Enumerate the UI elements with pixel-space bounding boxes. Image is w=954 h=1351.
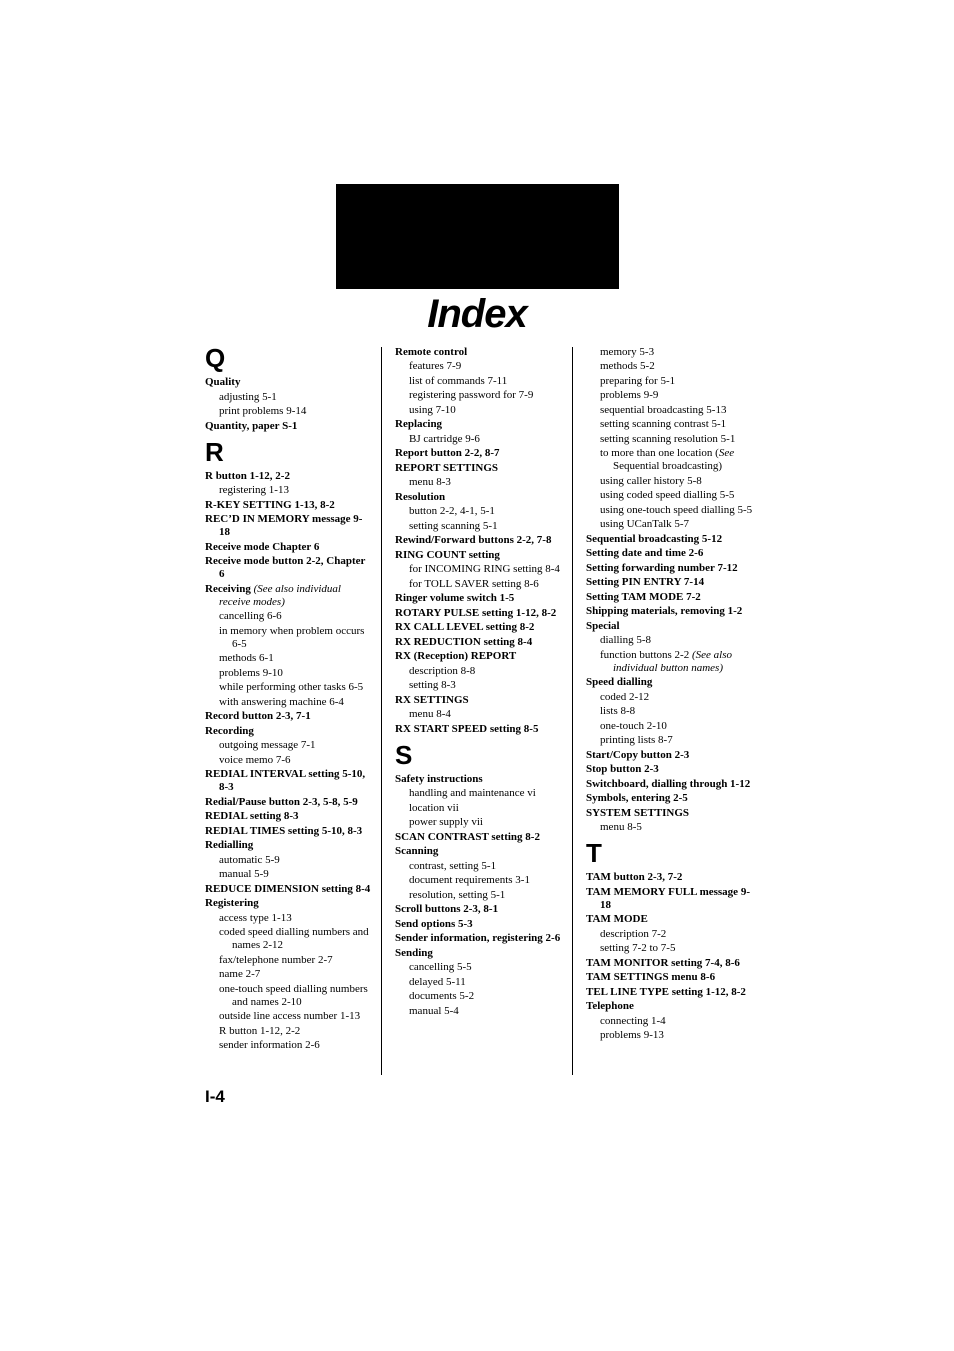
index-subentry bbox=[586, 821, 756, 834]
index-entry bbox=[395, 723, 563, 736]
entry-text: ROTARY PULSE setting 1-12, 8-2 bbox=[395, 606, 557, 619]
entry-text: setting scanning 5-1 bbox=[409, 519, 498, 532]
entry-text: Receiving bbox=[205, 582, 251, 595]
index-entry bbox=[586, 605, 756, 618]
entry-text: lists 8-8 bbox=[600, 705, 636, 717]
entry-italic-note: See bbox=[718, 447, 735, 459]
index-subentry bbox=[395, 860, 563, 873]
entry-text: memory 5-3 bbox=[600, 345, 655, 358]
entry-text: one-touch speed dialling numbers and names 2-10 bbox=[219, 982, 368, 1008]
index-subentry bbox=[395, 816, 563, 829]
entry-text: handling and maintenance vi bbox=[409, 787, 536, 799]
index-entry bbox=[586, 871, 756, 884]
index-subentry bbox=[586, 418, 756, 431]
index-entry bbox=[586, 1000, 756, 1013]
index-entry bbox=[586, 576, 756, 589]
index-subentry bbox=[205, 739, 373, 752]
entry-text: cancelling 5-5 bbox=[409, 961, 472, 973]
entry-text: TAM MONITOR setting 7-4, 8-6 bbox=[586, 956, 740, 969]
entry-text: Start/Copy button 2-3 bbox=[586, 748, 690, 761]
entry-text: registering 1-13 bbox=[219, 484, 289, 496]
entry-text: Send options 5-3 bbox=[395, 917, 473, 930]
index-entry bbox=[586, 792, 756, 805]
index-entry bbox=[205, 768, 373, 794]
entry-text: menu 8-3 bbox=[409, 476, 451, 488]
index-column-2 bbox=[395, 344, 563, 1019]
entry-text: Switchboard, dialling through 1-12 bbox=[586, 777, 751, 790]
index-entry bbox=[205, 541, 373, 554]
index-entry bbox=[586, 807, 756, 820]
index-entry bbox=[586, 591, 756, 604]
index-subentry bbox=[395, 360, 563, 373]
entry-text: sequential broadcasting 5-13 bbox=[600, 403, 727, 416]
index-subentry bbox=[586, 928, 756, 941]
entry-text: Speed dialling bbox=[586, 676, 653, 688]
entry-text: R bbox=[205, 436, 224, 467]
section-letter bbox=[395, 741, 563, 769]
index-entry bbox=[205, 499, 373, 512]
section-letter bbox=[205, 344, 373, 372]
entry-text: SCAN CONTRAST setting 8-2 bbox=[395, 830, 540, 843]
entry-text: access type 1-13 bbox=[219, 911, 292, 924]
index-subentry bbox=[205, 681, 373, 694]
index-entry bbox=[395, 346, 563, 359]
entry-text: R button 1-12, 2-2 bbox=[205, 469, 290, 482]
index-subentry bbox=[395, 389, 563, 402]
entry-text: Safety instructions bbox=[395, 772, 483, 785]
index-subentry bbox=[586, 489, 756, 502]
entry-text: RX START SPEED setting 8-5 bbox=[395, 722, 539, 735]
index-entry bbox=[395, 534, 563, 547]
index-entry bbox=[395, 592, 563, 605]
index-entry bbox=[395, 636, 563, 649]
index-subentry bbox=[395, 679, 563, 692]
index-subentry bbox=[205, 954, 373, 967]
index-entry bbox=[205, 376, 373, 389]
entry-text: menu 8-5 bbox=[600, 821, 642, 833]
entry-text: REC’D IN MEMORY message 9-18 bbox=[205, 513, 363, 538]
index-entry bbox=[586, 913, 756, 926]
entry-text: REDIAL setting 8-3 bbox=[205, 810, 299, 822]
index-entry bbox=[205, 796, 373, 809]
entry-text: Receive mode button 2-2, Chapter 6 bbox=[205, 555, 366, 580]
index-subentry bbox=[395, 563, 563, 576]
header-black-box bbox=[336, 184, 619, 289]
entry-text: outside line access number 1-13 bbox=[219, 1010, 361, 1022]
entry-text: for TOLL SAVER setting 8-6 bbox=[409, 577, 539, 590]
entry-text: with answering machine 6-4 bbox=[219, 695, 344, 708]
entry-text: Resolution bbox=[395, 490, 446, 503]
entry-text: TAM SETTINGS menu 8-6 bbox=[586, 971, 716, 983]
index-subentry bbox=[586, 475, 756, 488]
index-entry bbox=[586, 620, 756, 633]
index-subentry bbox=[205, 625, 373, 651]
index-subentry bbox=[586, 447, 756, 473]
index-subentry bbox=[395, 578, 563, 591]
entry-text-tail: Sequential broadcasting) bbox=[613, 460, 723, 472]
entry-text: Special bbox=[586, 619, 620, 632]
index-entry bbox=[395, 650, 563, 663]
entry-text: to more than one location ( bbox=[600, 447, 719, 459]
index-subentry bbox=[395, 990, 563, 1003]
entry-text: menu 8-4 bbox=[409, 708, 451, 720]
index-entry bbox=[586, 676, 756, 689]
entry-text: Sender information, registering 2-6 bbox=[395, 932, 561, 944]
entry-text: list of commands 7-11 bbox=[409, 374, 508, 387]
index-entry bbox=[205, 710, 373, 723]
entry-text: button 2-2, 4-1, 5-1 bbox=[409, 505, 495, 517]
entry-text: for INCOMING RING setting 8-4 bbox=[409, 563, 560, 575]
entry-text: contrast, setting 5-1 bbox=[409, 859, 497, 872]
index-entry bbox=[205, 810, 373, 823]
index-subentry bbox=[586, 634, 756, 647]
index-subentry bbox=[395, 520, 563, 533]
entry-text: Scroll buttons 2-3, 8-1 bbox=[395, 903, 499, 915]
entry-text: BJ cartridge 9-6 bbox=[409, 432, 480, 445]
entry-text: TAM MODE bbox=[586, 913, 648, 925]
entry-text: using one-touch speed dialling 5-5 bbox=[600, 503, 753, 516]
entry-text: using caller history 5-8 bbox=[600, 474, 702, 487]
entry-text: Stop button 2-3 bbox=[586, 763, 659, 775]
entry-text: dialling 5-8 bbox=[600, 634, 652, 646]
index-subentry bbox=[205, 912, 373, 925]
index-subentry bbox=[586, 720, 756, 733]
index-entry bbox=[395, 462, 563, 475]
entry-text: Remote control bbox=[395, 345, 468, 358]
index-column-1 bbox=[205, 344, 373, 1054]
index-subentry bbox=[395, 976, 563, 989]
entry-text: Telephone bbox=[586, 1000, 634, 1012]
entry-text: name 2-7 bbox=[219, 968, 261, 980]
index-subentry bbox=[205, 926, 373, 952]
index-subentry bbox=[586, 518, 756, 531]
entry-text: outgoing message 7-1 bbox=[219, 739, 316, 751]
entry-text: resolution, setting 5-1 bbox=[409, 888, 506, 901]
entry-text: TEL LINE TYPE setting 1-12, 8-2 bbox=[586, 985, 746, 998]
index-subentry bbox=[586, 1015, 756, 1028]
index-subentry bbox=[586, 691, 756, 704]
entry-text: registering password for 7-9 bbox=[409, 389, 534, 401]
index-subentry bbox=[205, 754, 373, 767]
index-entry bbox=[205, 583, 373, 609]
entry-text: features 7-9 bbox=[409, 360, 462, 372]
entry-text: Setting TAM MODE 7-2 bbox=[586, 590, 701, 603]
index-entry bbox=[586, 562, 756, 575]
column-divider bbox=[381, 347, 382, 1075]
index-entry bbox=[395, 918, 563, 931]
entry-text: Rewind/Forward buttons 2-2, 7-8 bbox=[395, 534, 552, 546]
entry-text: Sequential broadcasting 5-12 bbox=[586, 532, 723, 545]
entry-text: methods 5-2 bbox=[600, 360, 655, 372]
index-subentry bbox=[586, 404, 756, 417]
index-entry bbox=[586, 986, 756, 999]
entry-text: function buttons 2-2 bbox=[600, 648, 692, 661]
entry-text: manual 5-9 bbox=[219, 868, 269, 880]
index-subentry bbox=[586, 433, 756, 446]
index-entry bbox=[205, 825, 373, 838]
entry-text: RX REDUCTION setting 8-4 bbox=[395, 635, 533, 648]
index-subentry bbox=[395, 889, 563, 902]
index-subentry bbox=[586, 360, 756, 373]
entry-text: printing lists 8-7 bbox=[600, 734, 673, 746]
entry-text: problems 9-13 bbox=[600, 1029, 664, 1041]
entry-text: Setting PIN ENTRY 7-14 bbox=[586, 576, 705, 588]
entry-text: setting 7-2 to 7-5 bbox=[600, 942, 676, 954]
entry-text: preparing for 5-1 bbox=[600, 374, 676, 387]
entry-text: RING COUNT setting bbox=[395, 548, 500, 561]
index-subentry bbox=[205, 391, 373, 404]
index-entry bbox=[205, 897, 373, 910]
entry-text: methods 6-1 bbox=[219, 652, 274, 664]
index-entry bbox=[586, 886, 756, 912]
index-subentry bbox=[395, 375, 563, 388]
entry-text: RX (Reception) REPORT bbox=[395, 650, 517, 662]
index-subentry bbox=[205, 1039, 373, 1052]
index-column-3 bbox=[586, 344, 756, 1044]
entry-text: Ringer volume switch 1-5 bbox=[395, 592, 515, 604]
entry-text: setting scanning resolution 5-1 bbox=[600, 432, 736, 445]
index-entry bbox=[395, 831, 563, 844]
section-letter bbox=[205, 438, 373, 466]
column-divider bbox=[572, 347, 573, 1075]
index-entry bbox=[395, 607, 563, 620]
index-entry bbox=[395, 418, 563, 431]
entry-text: coded speed dialling numbers and names 2-12 bbox=[219, 926, 369, 951]
index-entry bbox=[395, 773, 563, 786]
entry-text: REDUCE DIMENSION setting 8-4 bbox=[205, 882, 371, 895]
entry-text: Quality bbox=[205, 376, 241, 388]
entry-text: RX SETTINGS bbox=[395, 693, 469, 706]
index-subentry bbox=[395, 802, 563, 815]
entry-text: delayed 5-11 bbox=[409, 975, 466, 988]
index-entry bbox=[395, 549, 563, 562]
entry-text: Redial/Pause button 2-3, 5-8, 5-9 bbox=[205, 795, 358, 808]
entry-text: TAM button 2-3, 7-2 bbox=[586, 871, 683, 883]
index-entry bbox=[205, 513, 373, 539]
entry-text: Replacing bbox=[395, 418, 443, 430]
entry-text: using UCanTalk 5-7 bbox=[600, 518, 690, 530]
entry-text: power supply vii bbox=[409, 816, 483, 828]
index-subentry bbox=[586, 705, 756, 718]
entry-text: problems 9-9 bbox=[600, 389, 659, 401]
index-entry bbox=[205, 839, 373, 852]
entry-italic-note: (See also individual button names) bbox=[613, 648, 732, 674]
index-subentry bbox=[205, 484, 373, 497]
index-subentry bbox=[586, 942, 756, 955]
index-entry bbox=[586, 763, 756, 776]
index-entry bbox=[205, 470, 373, 483]
entry-text: location vii bbox=[409, 801, 459, 814]
index-subentry bbox=[205, 610, 373, 623]
index-entry bbox=[586, 971, 756, 984]
index-entry bbox=[205, 883, 373, 896]
entry-text: one-touch 2-10 bbox=[600, 719, 667, 732]
entry-text: REDIAL INTERVAL setting 5-10, 8-3 bbox=[205, 768, 366, 793]
index-subentry bbox=[205, 652, 373, 665]
entry-text: Symbols, entering 2-5 bbox=[586, 792, 688, 804]
page-title: Index bbox=[427, 292, 527, 336]
entry-text: TAM MEMORY FULL message 9-18 bbox=[586, 885, 750, 911]
entry-text: Shipping materials, removing 1-2 bbox=[586, 605, 743, 617]
index-entry bbox=[395, 491, 563, 504]
entry-text: document requirements 3-1 bbox=[409, 874, 530, 886]
index-subentry bbox=[586, 375, 756, 388]
entry-text: voice memo 7-6 bbox=[219, 753, 291, 766]
entry-text: Scanning bbox=[395, 845, 439, 857]
entry-text: documents 5-2 bbox=[409, 990, 475, 1002]
entry-text: in memory when problem occurs 6-5 bbox=[219, 624, 365, 650]
entry-text: Redialling bbox=[205, 839, 254, 851]
index-subentry bbox=[205, 1025, 373, 1038]
index-subentry bbox=[205, 968, 373, 981]
entry-text: Q bbox=[205, 343, 226, 373]
entry-text: problems 9-10 bbox=[219, 666, 283, 679]
index-entry bbox=[395, 447, 563, 460]
entry-text: Report button 2-2, 8-7 bbox=[395, 447, 500, 459]
index-entry bbox=[586, 957, 756, 970]
index-subentry bbox=[395, 874, 563, 887]
index-entry bbox=[395, 932, 563, 945]
index-subentry bbox=[395, 665, 563, 678]
index-subentry bbox=[395, 476, 563, 489]
entry-text: R-KEY SETTING 1-13, 8-2 bbox=[205, 498, 335, 511]
entry-text: Setting date and time 2-6 bbox=[586, 547, 704, 559]
entry-text: Receive mode Chapter 6 bbox=[205, 540, 320, 553]
index-subentry bbox=[586, 734, 756, 747]
index-entry bbox=[395, 947, 563, 960]
entry-text: SYSTEM SETTINGS bbox=[586, 806, 690, 819]
entry-text: fax/telephone number 2-7 bbox=[219, 953, 333, 966]
index-entry bbox=[205, 725, 373, 738]
entry-text: RX CALL LEVEL setting 8-2 bbox=[395, 621, 535, 633]
section-letter bbox=[586, 839, 756, 867]
entry-text: Setting forwarding number 7-12 bbox=[586, 561, 738, 574]
entry-text: description 8-8 bbox=[409, 664, 476, 677]
index-subentry bbox=[586, 649, 756, 675]
index-entry bbox=[395, 903, 563, 916]
index-subentry bbox=[586, 389, 756, 402]
entry-text: REDIAL TIMES setting 5-10, 8-3 bbox=[205, 824, 363, 837]
index-entry bbox=[395, 694, 563, 707]
entry-text: coded 2-12 bbox=[600, 690, 650, 703]
entry-text: S bbox=[395, 739, 413, 770]
index-entry bbox=[205, 555, 373, 581]
index-subentry bbox=[395, 708, 563, 721]
index-entry bbox=[395, 621, 563, 634]
entry-text: while performing other tasks 6-5 bbox=[219, 681, 364, 693]
entry-text: Sending bbox=[395, 946, 433, 959]
index-subentry bbox=[395, 1005, 563, 1018]
entry-text: print problems 9-14 bbox=[219, 405, 307, 417]
index-subentry bbox=[586, 1029, 756, 1042]
entry-text: automatic 5-9 bbox=[219, 853, 280, 866]
entry-text: Quantity, paper S-1 bbox=[205, 419, 298, 432]
index-subentry bbox=[395, 433, 563, 446]
entry-italic-note: (See also individual receive modes) bbox=[219, 582, 341, 608]
index-subentry bbox=[586, 504, 756, 517]
entry-text: cancelling 6-6 bbox=[219, 610, 282, 622]
index-subentry bbox=[395, 961, 563, 974]
index-subentry bbox=[205, 854, 373, 867]
entry-text: manual 5-4 bbox=[409, 1004, 459, 1017]
entry-text: using coded speed dialling 5-5 bbox=[600, 489, 735, 501]
entry-text: Record button 2-3, 7-1 bbox=[205, 710, 311, 722]
index-entry bbox=[586, 533, 756, 546]
entry-text: setting scanning contrast 5-1 bbox=[600, 418, 727, 430]
index-subentry bbox=[205, 868, 373, 881]
index-subentry bbox=[205, 405, 373, 418]
index-subentry bbox=[205, 1010, 373, 1023]
index-subentry bbox=[205, 983, 373, 1009]
page-number: I-4 bbox=[205, 1087, 225, 1106]
index-subentry bbox=[395, 505, 563, 518]
index-subentry bbox=[205, 696, 373, 709]
entry-text: Registering bbox=[205, 897, 259, 909]
index-entry bbox=[395, 845, 563, 858]
entry-text: adjusting 5-1 bbox=[219, 390, 277, 403]
entry-text: REPORT SETTINGS bbox=[395, 461, 499, 474]
index-entry bbox=[205, 420, 373, 433]
index-entry bbox=[586, 749, 756, 762]
entry-text: sender information 2-6 bbox=[219, 1039, 320, 1051]
entry-text: description 7-2 bbox=[600, 927, 667, 940]
entry-text: using 7-10 bbox=[409, 403, 456, 416]
index-entry bbox=[586, 547, 756, 560]
entry-text: connecting 1-4 bbox=[600, 1014, 666, 1027]
index-entry bbox=[586, 778, 756, 791]
entry-text: Recording bbox=[205, 724, 254, 737]
index-subentry bbox=[586, 346, 756, 359]
index-subentry bbox=[205, 667, 373, 680]
entry-text: T bbox=[586, 838, 602, 868]
index-subentry bbox=[395, 404, 563, 417]
entry-text: R button 1-12, 2-2 bbox=[219, 1024, 301, 1037]
index-subentry bbox=[395, 787, 563, 800]
entry-text: setting 8-3 bbox=[409, 679, 456, 691]
